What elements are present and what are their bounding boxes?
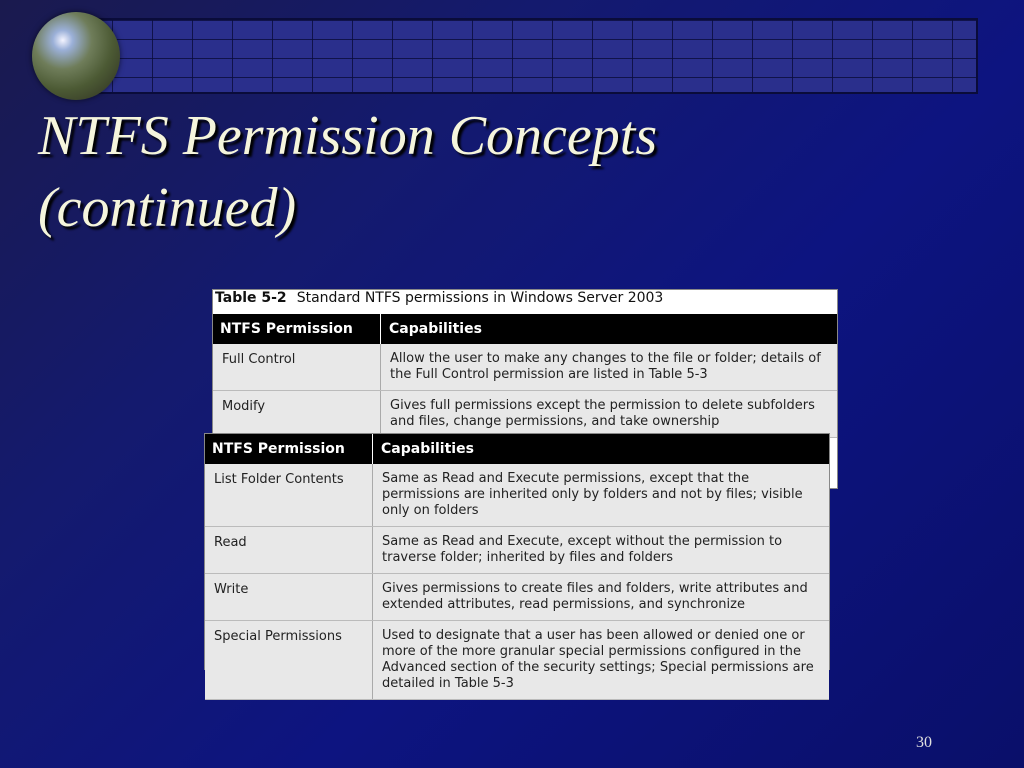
header-ntfs-permission: NTFS Permission	[205, 434, 373, 464]
table-header	[213, 314, 837, 344]
header-capabilities: Capabilities	[381, 441, 474, 457]
globe-icon	[32, 12, 120, 100]
permission-capabilities: Allow the user to make any changes to the file or folder; details of the Full Control permission are listed in Table 5-3	[390, 351, 821, 382]
table-row	[213, 344, 837, 391]
world-map-banner	[70, 18, 978, 94]
permission-capabilities: Same as Read and Execute, except without the permission to traverse folder; inherited by files and folders	[382, 534, 783, 565]
table-row	[205, 464, 829, 527]
permission-name: Special Permissions	[205, 621, 373, 699]
table-row	[205, 574, 829, 621]
header-ntfs-permission: NTFS Permission	[213, 314, 381, 344]
permission-name: List Folder Contents	[205, 464, 373, 526]
permission-name: Modify	[213, 391, 381, 437]
permissions-table-bottom	[204, 433, 830, 691]
slide-title	[38, 100, 838, 244]
title-line-1: NTFS Permission Concepts	[38, 105, 658, 167]
permission-capabilities: Gives full permissions except the permission to delete subfolders and files, change permissions, and take ownership	[390, 398, 815, 429]
table-row	[205, 621, 829, 700]
slide-number: 30	[916, 734, 932, 751]
table-caption-number: Table 5-2	[215, 290, 287, 306]
table-header	[205, 434, 829, 464]
table-caption-text: Standard NTFS permissions in Windows Server 2003	[296, 290, 664, 306]
permission-capabilities: Same as Read and Execute permissions, except that the permissions are inherited only by folders and not by files; visible only on folders	[382, 471, 803, 518]
table-row	[213, 391, 837, 438]
permission-capabilities: Gives permissions to create files and folders, write attributes and extended attributes, read permissions, and synchronize	[382, 581, 808, 612]
permission-capabilities: Used to designate that a user has been allowed or denied one or more of the more granular special permissions configured in the Advanced section of the security settings; Special permissions are detailed in Table 5-3	[382, 628, 814, 691]
table-row	[205, 527, 829, 574]
table-caption	[213, 290, 837, 314]
permission-name: Read	[205, 527, 373, 573]
permission-name: Write	[205, 574, 373, 620]
header-capabilities: Capabilities	[389, 321, 482, 337]
title-line-2: (continued)	[38, 177, 297, 239]
permission-name: Full Control	[213, 344, 381, 390]
